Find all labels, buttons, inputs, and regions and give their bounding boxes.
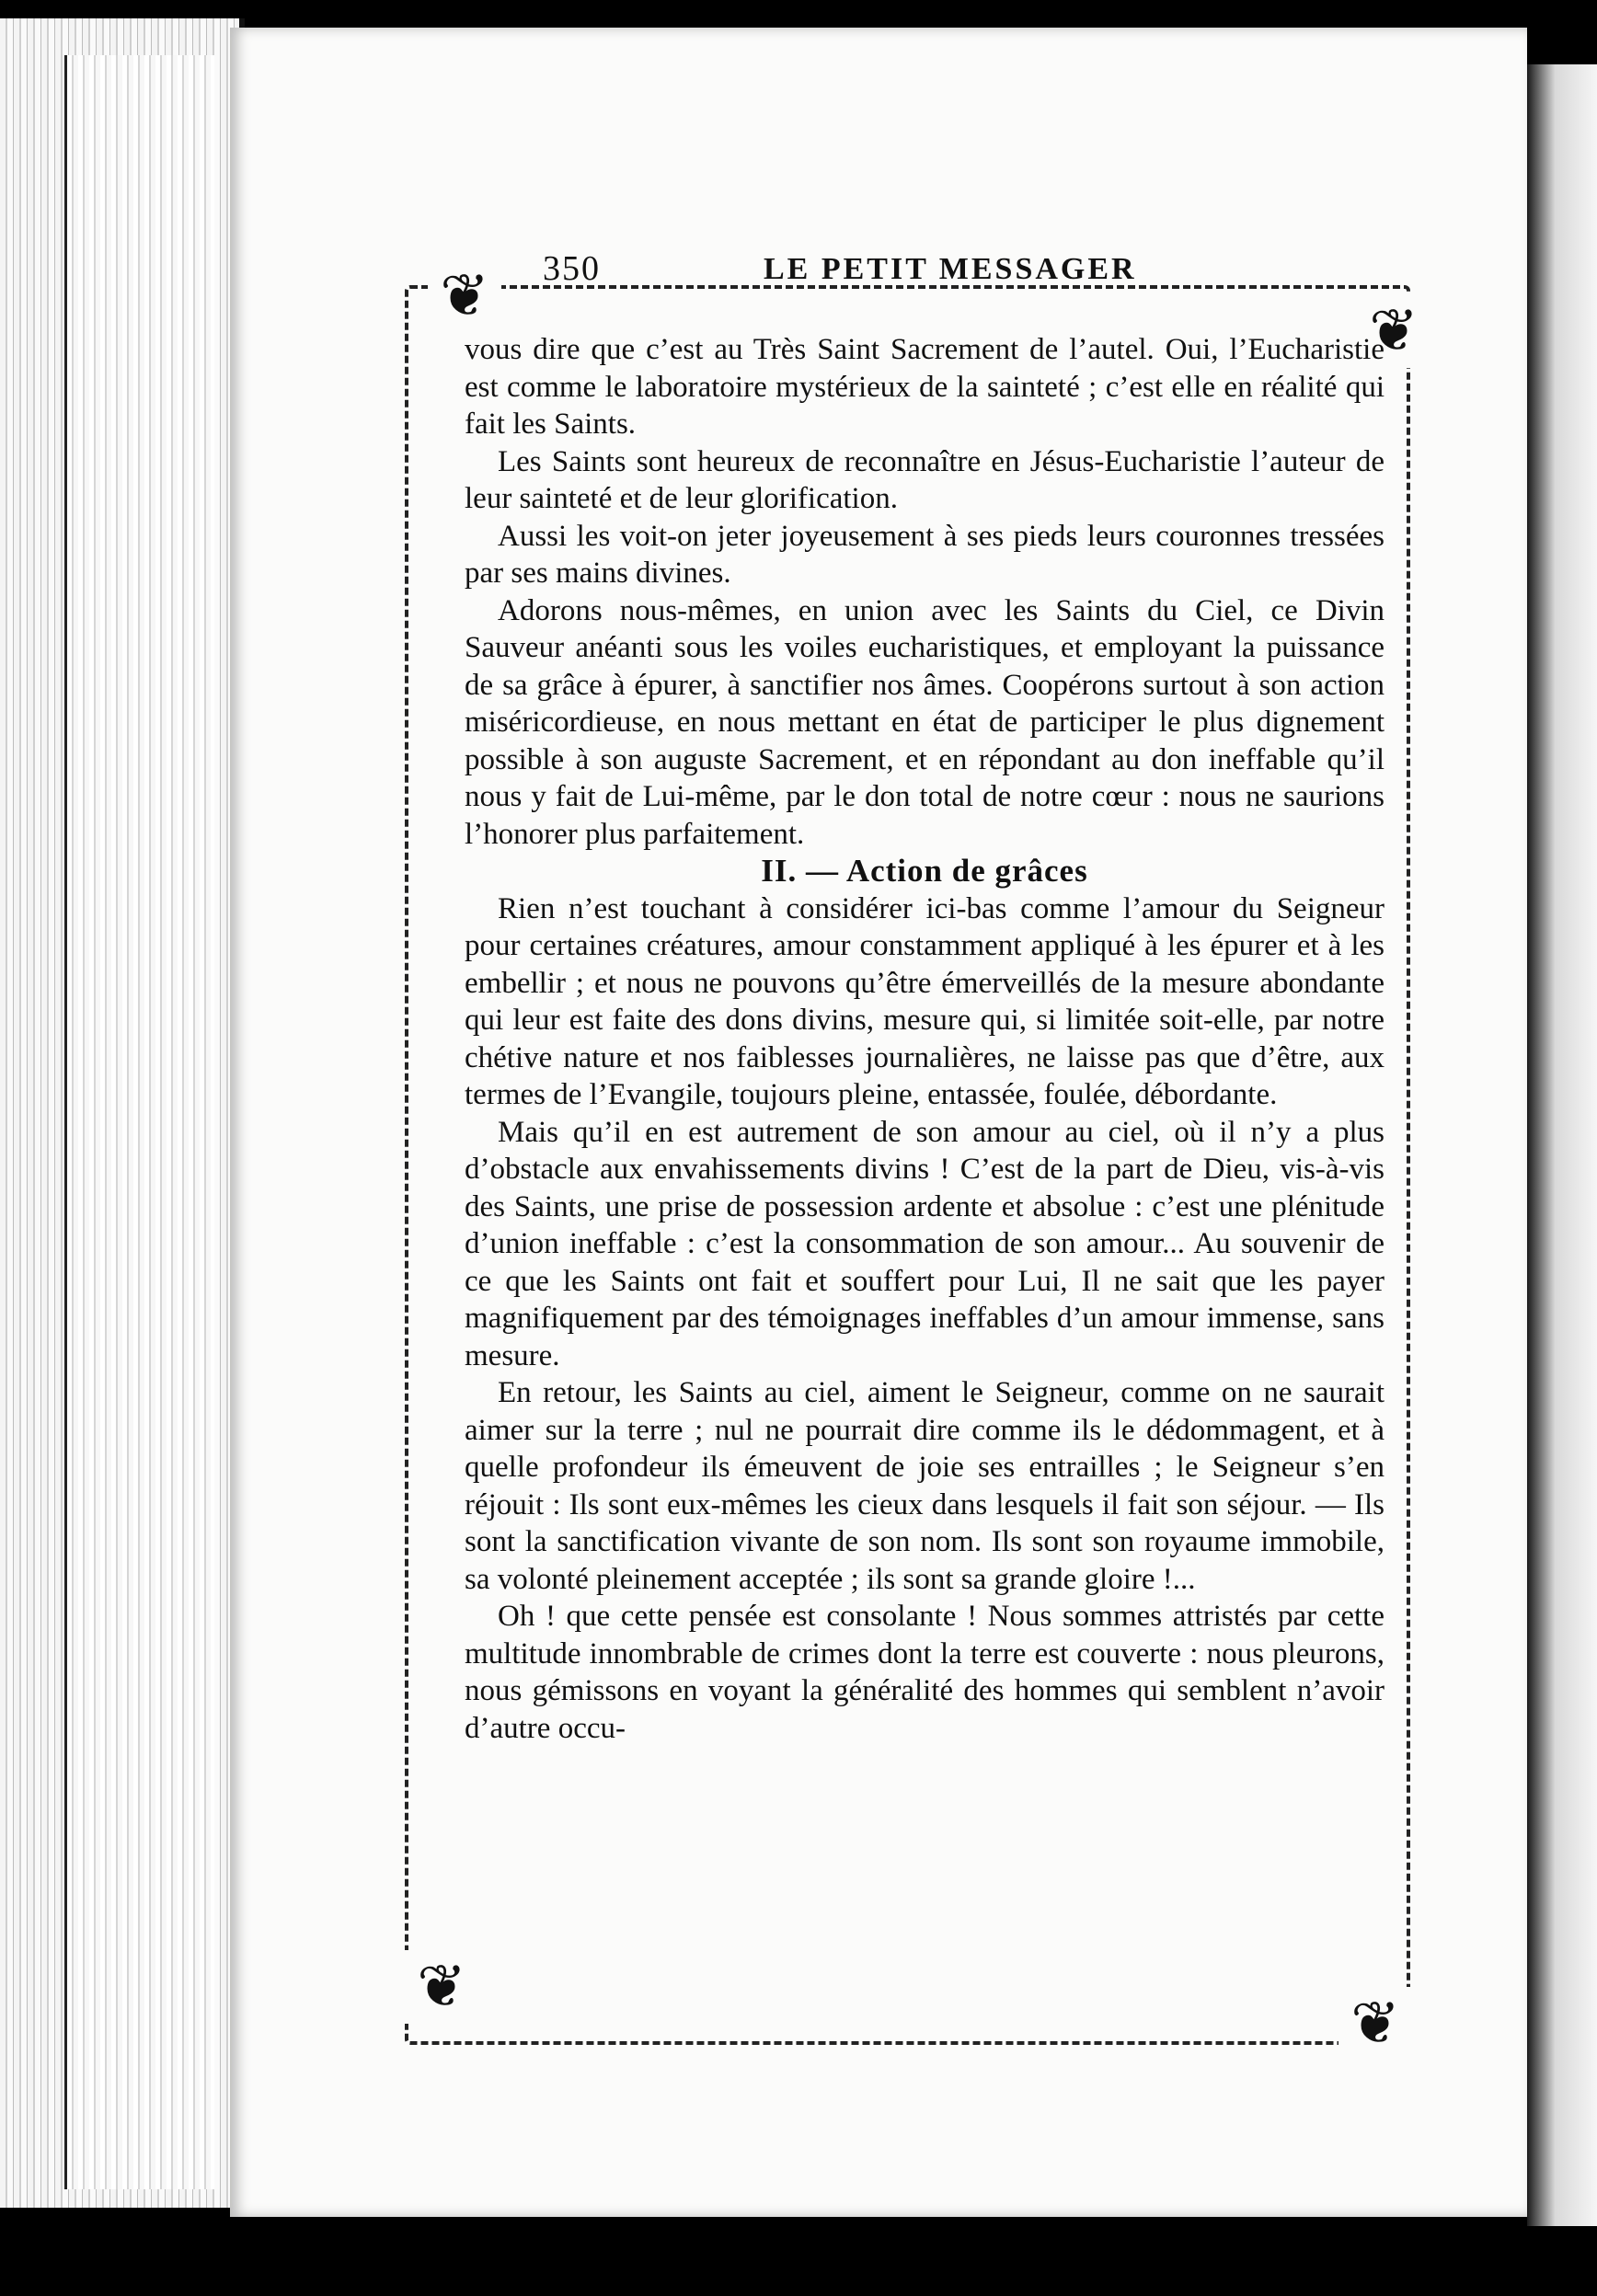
paragraph: En retour, les Saints au ciel, aiment le Seigneur, comme on ne saurait aimer sur la terre ; nul ne pourrait dire comme ils le dédommagent, et à quelle profondeur ils émeuvent de joie ses entrailles ; le Seigneur s’en réjouit : Ils sont eux-mêmes les cieux dans lesquels il fait son séjour. — Ils sont la sanctification vivante de son nom. Ils sont son royaume immobile, sa volonté pleinement acceptée ; ils sont sa grande gloire !... [465, 1376, 1384, 1596]
book-page-edges [0, 18, 245, 2208]
book-page-edges-inner [64, 55, 214, 2189]
ornament-corner-icon: ❦ [1338, 1987, 1412, 2061]
next-page-edge [1527, 64, 1597, 2226]
paragraph: vous dire que c’est au Très Saint Sacrement de l’autel. Oui, l’Eucharistie est comme le laboratoire mystérieux de la sainteté ; c’est elle en réalité qui fait les Saints. [465, 333, 1384, 441]
ornament-corner-icon: ❦ [1357, 294, 1430, 368]
paragraph: Oh ! que cette pensée est consolante ! Nous sommes attristés par cette multitude innombrable de crimes dont la terre est couverte : nous pleurons, nous gémissons en voyant la généralité des hommes qui semblent n’avoir d’autre occu- [465, 1600, 1384, 1745]
running-title: LE PETIT MESSAGER [764, 252, 1137, 286]
ornament-corner-icon: ❦ [405, 1950, 478, 2024]
ornament-corner-icon: ❦ [428, 259, 501, 333]
paragraph: Aussi les voit-on jeter joyeusement à ses pieds leurs couronnes tressées par ses mains divines. [465, 519, 1384, 590]
paragraph: Adorons nous-mêmes, en union avec les Saints du Ciel, ce Divin Sauveur anéanti sous les voiles eucharistiques, et employant la puissance de sa grâce à épurer, à sanctifier nos âmes. Coopérons surtout à son action miséricordieuse, en nous mettant en état de participer le plus dignement possible à son auguste Sacrement, et en répondant au don ineffable qu’il nous y fait de Lui-même, par le don total de notre cœur : nous ne saurions l’honorer plus parfaitement. [465, 593, 1384, 851]
section-heading: II. — Action de grâces [761, 853, 1088, 889]
body-text [465, 331, 1384, 1747]
paragraph: Rien n’est touchant à considérer ici-bas comme l’amour du Seigneur pour certaines créatures, amour constamment appliqué à les épurer et à les embellir ; et nous ne pouvons qu’être émerveillés de la mesure abondante qui leur est faite des dons divins, mesure qui, si limitée soit-elle, par notre chétive nature et nos faiblesses journalières, ne laisse pas que d’être, aux termes de l’Evangile, toujours pleine, entassée, foulée, débordante. [465, 891, 1384, 1111]
paragraph: Les Saints sont heureux de reconnaître en Jésus-Eucharistie l’auteur de leur sainteté et de leur glorification. [465, 444, 1384, 515]
page-number: 350 [543, 249, 601, 288]
paragraph: Mais qu’il en est autrement de son amour au ciel, où il n’y a plus d’obstacle aux envahissements divins ! C’est de la part de Dieu, vis-à-vis des Saints, une prise de possession ardente et absolue : c’est une plénitude d’union ineffable : c’est la consommation de son amour... Au souvenir de ce que les Saints ont fait et souffert pour Lui, Il ne sait que les payer magnifiquement par des témoignages ineffables d’un amour immense, sans mesure. [465, 1115, 1384, 1372]
